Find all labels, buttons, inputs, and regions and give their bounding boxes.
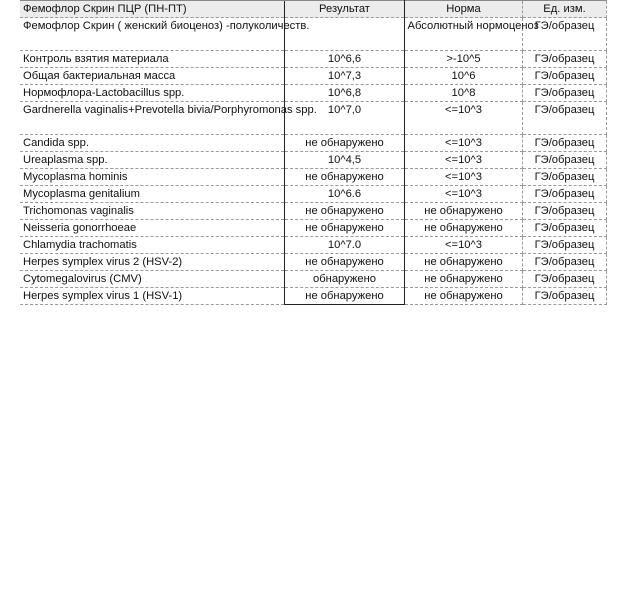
table-row	[20, 85, 606, 102]
result-cell: 10^4,5	[284, 152, 404, 169]
test-name-cell: Herpes symplex virus 2 (HSV-2)	[20, 254, 284, 271]
results-table	[20, 0, 607, 305]
norm-cell: <=10^3	[404, 186, 522, 203]
norm-cell: <=10^3	[404, 135, 522, 152]
table-row	[20, 271, 606, 288]
table-row	[20, 135, 606, 152]
unit-cell: ГЭ/образец	[522, 271, 606, 288]
unit-cell: ГЭ/образец	[522, 169, 606, 186]
table-row	[20, 18, 606, 51]
result-cell: 10^7.0	[284, 237, 404, 254]
unit-cell: ГЭ/образец	[522, 135, 606, 152]
unit-cell: ГЭ/образец	[522, 102, 606, 135]
header-norm: Норма	[404, 1, 522, 18]
norm-cell: <=10^3	[404, 169, 522, 186]
result-cell: не обнаружено	[284, 135, 404, 152]
table-row	[20, 186, 606, 203]
norm-cell: не обнаружено	[404, 220, 522, 237]
result-cell: не обнаружено	[284, 203, 404, 220]
unit-cell: ГЭ/образец	[522, 18, 606, 51]
table-row	[20, 68, 606, 85]
test-name-cell: Trichomonas vaginalis	[20, 203, 284, 220]
test-name-cell: Общая бактериальная масса	[20, 68, 284, 85]
unit-cell: ГЭ/образец	[522, 186, 606, 203]
norm-cell: 10^8	[404, 85, 522, 102]
unit-cell: ГЭ/образец	[522, 237, 606, 254]
test-name-cell: Ureaplasma spp.	[20, 152, 284, 169]
unit-cell: ГЭ/образец	[522, 254, 606, 271]
test-name-cell: Candida spp.	[20, 135, 284, 152]
lab-report	[20, 0, 606, 305]
unit-cell: ГЭ/образец	[522, 51, 606, 68]
norm-cell: не обнаружено	[404, 288, 522, 305]
table-row	[20, 288, 606, 305]
result-cell: 10^6.6	[284, 186, 404, 203]
result-cell: 10^6,6	[284, 51, 404, 68]
table-row	[20, 102, 606, 135]
test-name-cell: Cytomegalovirus (CMV)	[20, 271, 284, 288]
result-cell: 10^7,0	[284, 102, 404, 135]
table-header-row	[20, 1, 606, 18]
table-row	[20, 254, 606, 271]
unit-cell: ГЭ/образец	[522, 220, 606, 237]
norm-cell: 10^6	[404, 68, 522, 85]
norm-cell: не обнаружено	[404, 203, 522, 220]
table-row	[20, 169, 606, 186]
unit-cell: ГЭ/образец	[522, 288, 606, 305]
norm-cell: <=10^3	[404, 237, 522, 254]
test-name-cell: Gardnerella vaginalis+Prevotella bivia/Porphyromonas spp.	[20, 102, 284, 135]
test-name-cell: Mycoplasma genitalium	[20, 186, 284, 203]
header-test-name: Фемофлор Скрин ПЦР (ПН-ПТ)	[20, 1, 284, 18]
norm-cell: не обнаружено	[404, 254, 522, 271]
norm-cell: <=10^3	[404, 152, 522, 169]
result-cell: не обнаружено	[284, 220, 404, 237]
test-name-cell: Neisseria gonorrhoeae	[20, 220, 284, 237]
norm-cell: <=10^3	[404, 102, 522, 135]
unit-cell: ГЭ/образец	[522, 203, 606, 220]
result-cell: обнаружено	[284, 271, 404, 288]
header-unit: Ед. изм.	[522, 1, 606, 18]
result-cell: не обнаружено	[284, 288, 404, 305]
norm-cell: Абсолютный нормоценоз	[404, 18, 522, 51]
table-row	[20, 51, 606, 68]
table-row	[20, 220, 606, 237]
table-row	[20, 237, 606, 254]
norm-cell: >-10^5	[404, 51, 522, 68]
result-cell: не обнаружено	[284, 254, 404, 271]
unit-cell: ГЭ/образец	[522, 152, 606, 169]
test-name-cell: Mycoplasma hominis	[20, 169, 284, 186]
table-row	[20, 152, 606, 169]
test-name-cell: Контроль взятия материала	[20, 51, 284, 68]
norm-cell: не обнаружено	[404, 271, 522, 288]
table-row	[20, 203, 606, 220]
test-name-cell: Chlamydia trachomatis	[20, 237, 284, 254]
unit-cell: ГЭ/образец	[522, 68, 606, 85]
result-cell: не обнаружено	[284, 169, 404, 186]
result-cell: 10^6,8	[284, 85, 404, 102]
test-name-cell: Нормофлора-Lactobacillus spp.	[20, 85, 284, 102]
unit-cell: ГЭ/образец	[522, 85, 606, 102]
result-cell: 10^7,3	[284, 68, 404, 85]
test-name-cell: Herpes symplex virus 1 (HSV-1)	[20, 288, 284, 305]
test-name-cell: Фемофлор Скрин ( женский биоценоз) -полуколичеств.	[20, 18, 284, 51]
header-result: Результат	[284, 1, 404, 18]
